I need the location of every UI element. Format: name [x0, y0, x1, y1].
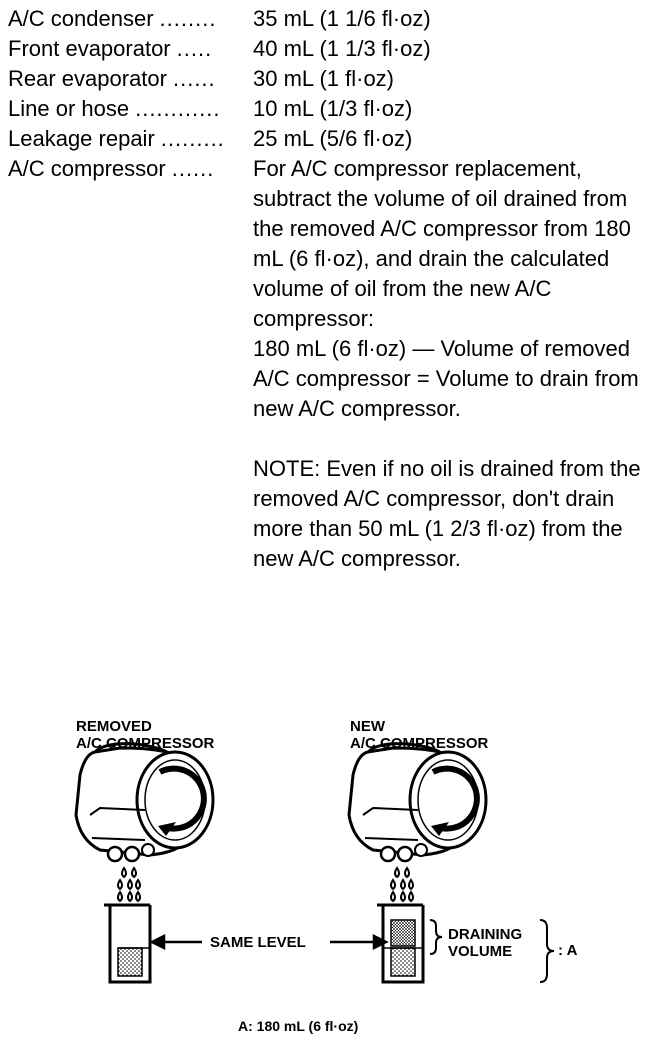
measuring-cylinder-new [377, 905, 423, 982]
leader-dots: ..... [176, 36, 213, 61]
new-compressor-icon [349, 744, 486, 861]
removed-compressor-label: REMOVED A/C COMPRESSOR [76, 718, 215, 752]
draining-volume-label: DRAINING VOLUME [448, 926, 523, 960]
removed-compressor-icon [76, 744, 213, 861]
compressor-procedure: For A/C compressor replacement, subtract the volume of oil drained from the removed A/C compressor from 180 mL (6 fl·oz), and drain the calculated volume of oil from the new A/C compressor: [253, 156, 631, 331]
volume-a-marker: : A [558, 942, 578, 959]
total-volume-bracket [540, 920, 554, 982]
spec-name: A/C condenser [8, 6, 154, 31]
new-compressor-label: NEW A/C COMPRESSOR [350, 718, 489, 752]
diagram-caption: A: 180 mL (6 fl·oz) [238, 1018, 359, 1034]
oil-drain-diagram [0, 700, 672, 1046]
oil-drops-icon [391, 868, 413, 901]
spec-row-leakage-repair [8, 124, 668, 154]
spec-value: 30 mL (1 fl·oz) [253, 66, 395, 91]
spec-value: 25 mL (5/6 fl·oz) [253, 126, 413, 151]
compressor-note: NOTE: Even if no oil is drained from the removed A/C compressor, don't drain more than 50 mL (1 2/3 fl·oz) from the new A/C compressor. [253, 456, 641, 571]
spec-row-line-or-hose [8, 94, 668, 124]
leader-dots: ...... [172, 66, 216, 91]
spec-name: Rear evaporator [8, 66, 167, 91]
draining-volume-bracket [430, 920, 442, 954]
compressor-formula: 180 mL (6 fl·oz) — Volume of removed A/C compressor = Volume to drain from new A/C compressor. [253, 336, 639, 421]
leader-dots: ........ [159, 6, 217, 31]
leader-dots: ............ [135, 96, 221, 121]
leader-dots: ......... [160, 126, 225, 151]
spec-name: Line or hose [8, 96, 130, 121]
leader-dots: ...... [171, 156, 215, 181]
spec-name: A/C compressor [8, 156, 166, 181]
spec-row-rear-evaporator [8, 64, 668, 94]
spec-value: 10 mL (1/3 fl·oz) [253, 96, 413, 121]
compressor-instructions [253, 154, 663, 574]
oil-drops-icon [118, 868, 140, 901]
spec-row-condenser [8, 4, 668, 34]
spec-value: 35 mL (1 1/6 fl·oz) [253, 6, 431, 31]
spec-value: 40 mL (1 1/3 fl·oz) [253, 36, 431, 61]
oil-capacity-list [8, 4, 668, 574]
same-level-label: SAME LEVEL [210, 934, 306, 951]
spec-row-front-evaporator [8, 34, 668, 64]
spec-name: Front evaporator [8, 36, 171, 61]
measuring-cylinder-removed [104, 905, 150, 982]
spec-name: Leakage repair [8, 126, 155, 151]
